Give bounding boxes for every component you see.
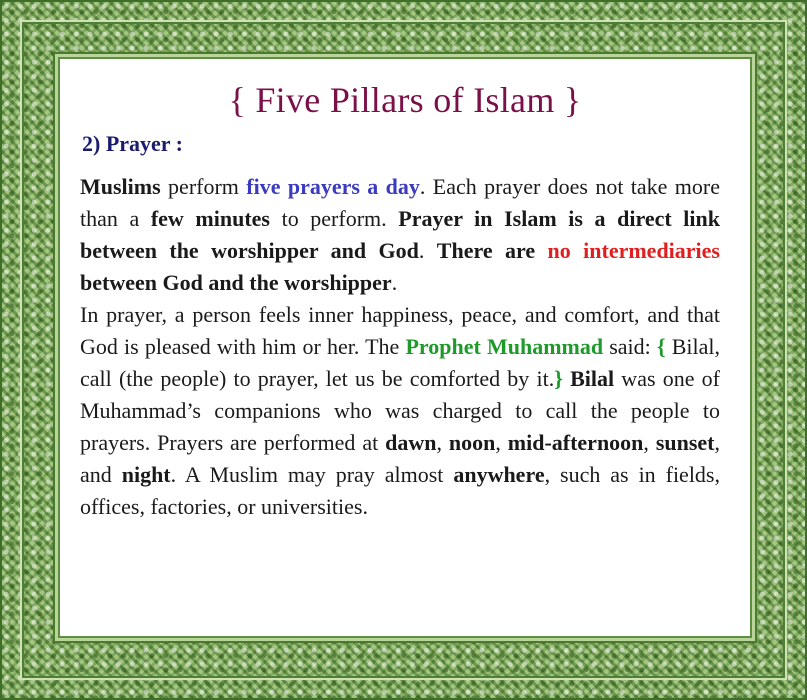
text-run: , — [436, 430, 449, 455]
emphasis-direct-link: Prayer in Islam is a direct link between the worshipper and God — [80, 206, 721, 263]
text-run: . — [391, 270, 398, 295]
text-run — [563, 366, 570, 391]
text-run: said: — [603, 334, 657, 359]
text-run: to perform. — [269, 206, 399, 231]
emphasis-dawn: dawn — [385, 430, 437, 455]
emphasis-anywhere: anywhere — [453, 462, 545, 487]
highlight-no-intermediaries: no intermediaries — [547, 238, 720, 263]
quote-text: Bilal, call (the people) to prayer, let us be comforted by it. — [80, 334, 720, 391]
highlight-five-prayers: five prayers a day — [246, 174, 420, 199]
paragraph-1 — [80, 171, 720, 299]
body-text — [80, 171, 720, 523]
emphasis-muslims: Muslims — [80, 174, 161, 199]
highlight-prophet: Prophet Muhammad — [405, 334, 604, 359]
text-run: perform — [160, 174, 247, 199]
text-run: In prayer, a person feels inner happiness, peace, and comfort, and that God is pleased with him or her. The — [80, 302, 720, 359]
emphasis-sunset: sunset — [655, 430, 715, 455]
quote-close-brace: } — [554, 366, 563, 391]
emphasis-night: night — [121, 462, 171, 487]
text-run: , and — [80, 430, 721, 487]
text-run: . A Muslim may pray almost — [170, 462, 454, 487]
emphasis-mid-afternoon: mid-afternoon — [507, 430, 644, 455]
text-run: . — [418, 238, 437, 263]
text-run: . Each prayer does not take more than a — [80, 174, 721, 231]
text-run: was one of Muhammad’s companions who was charged to call the people to prayers. Prayers are performed at — [80, 366, 720, 455]
paragraph-2 — [80, 299, 720, 523]
page-title: { Five Pillars of Islam } — [228, 80, 582, 120]
emphasis-few-minutes: few minutes — [150, 206, 270, 231]
text-run: , such as in fields, offices, factories, or universities. — [80, 462, 720, 519]
emphasis-noon: noon — [448, 430, 496, 455]
content-panel — [58, 57, 752, 638]
emphasis-between: between God and the worshipper — [80, 270, 392, 295]
text-run: , — [495, 430, 508, 455]
emphasis-bilal: Bilal — [570, 366, 615, 391]
text-run: , — [643, 430, 656, 455]
section-heading: 2) Prayer : — [82, 131, 183, 156]
emphasis-there-are: There are — [436, 238, 548, 263]
quote-open-brace: { — [656, 334, 666, 359]
